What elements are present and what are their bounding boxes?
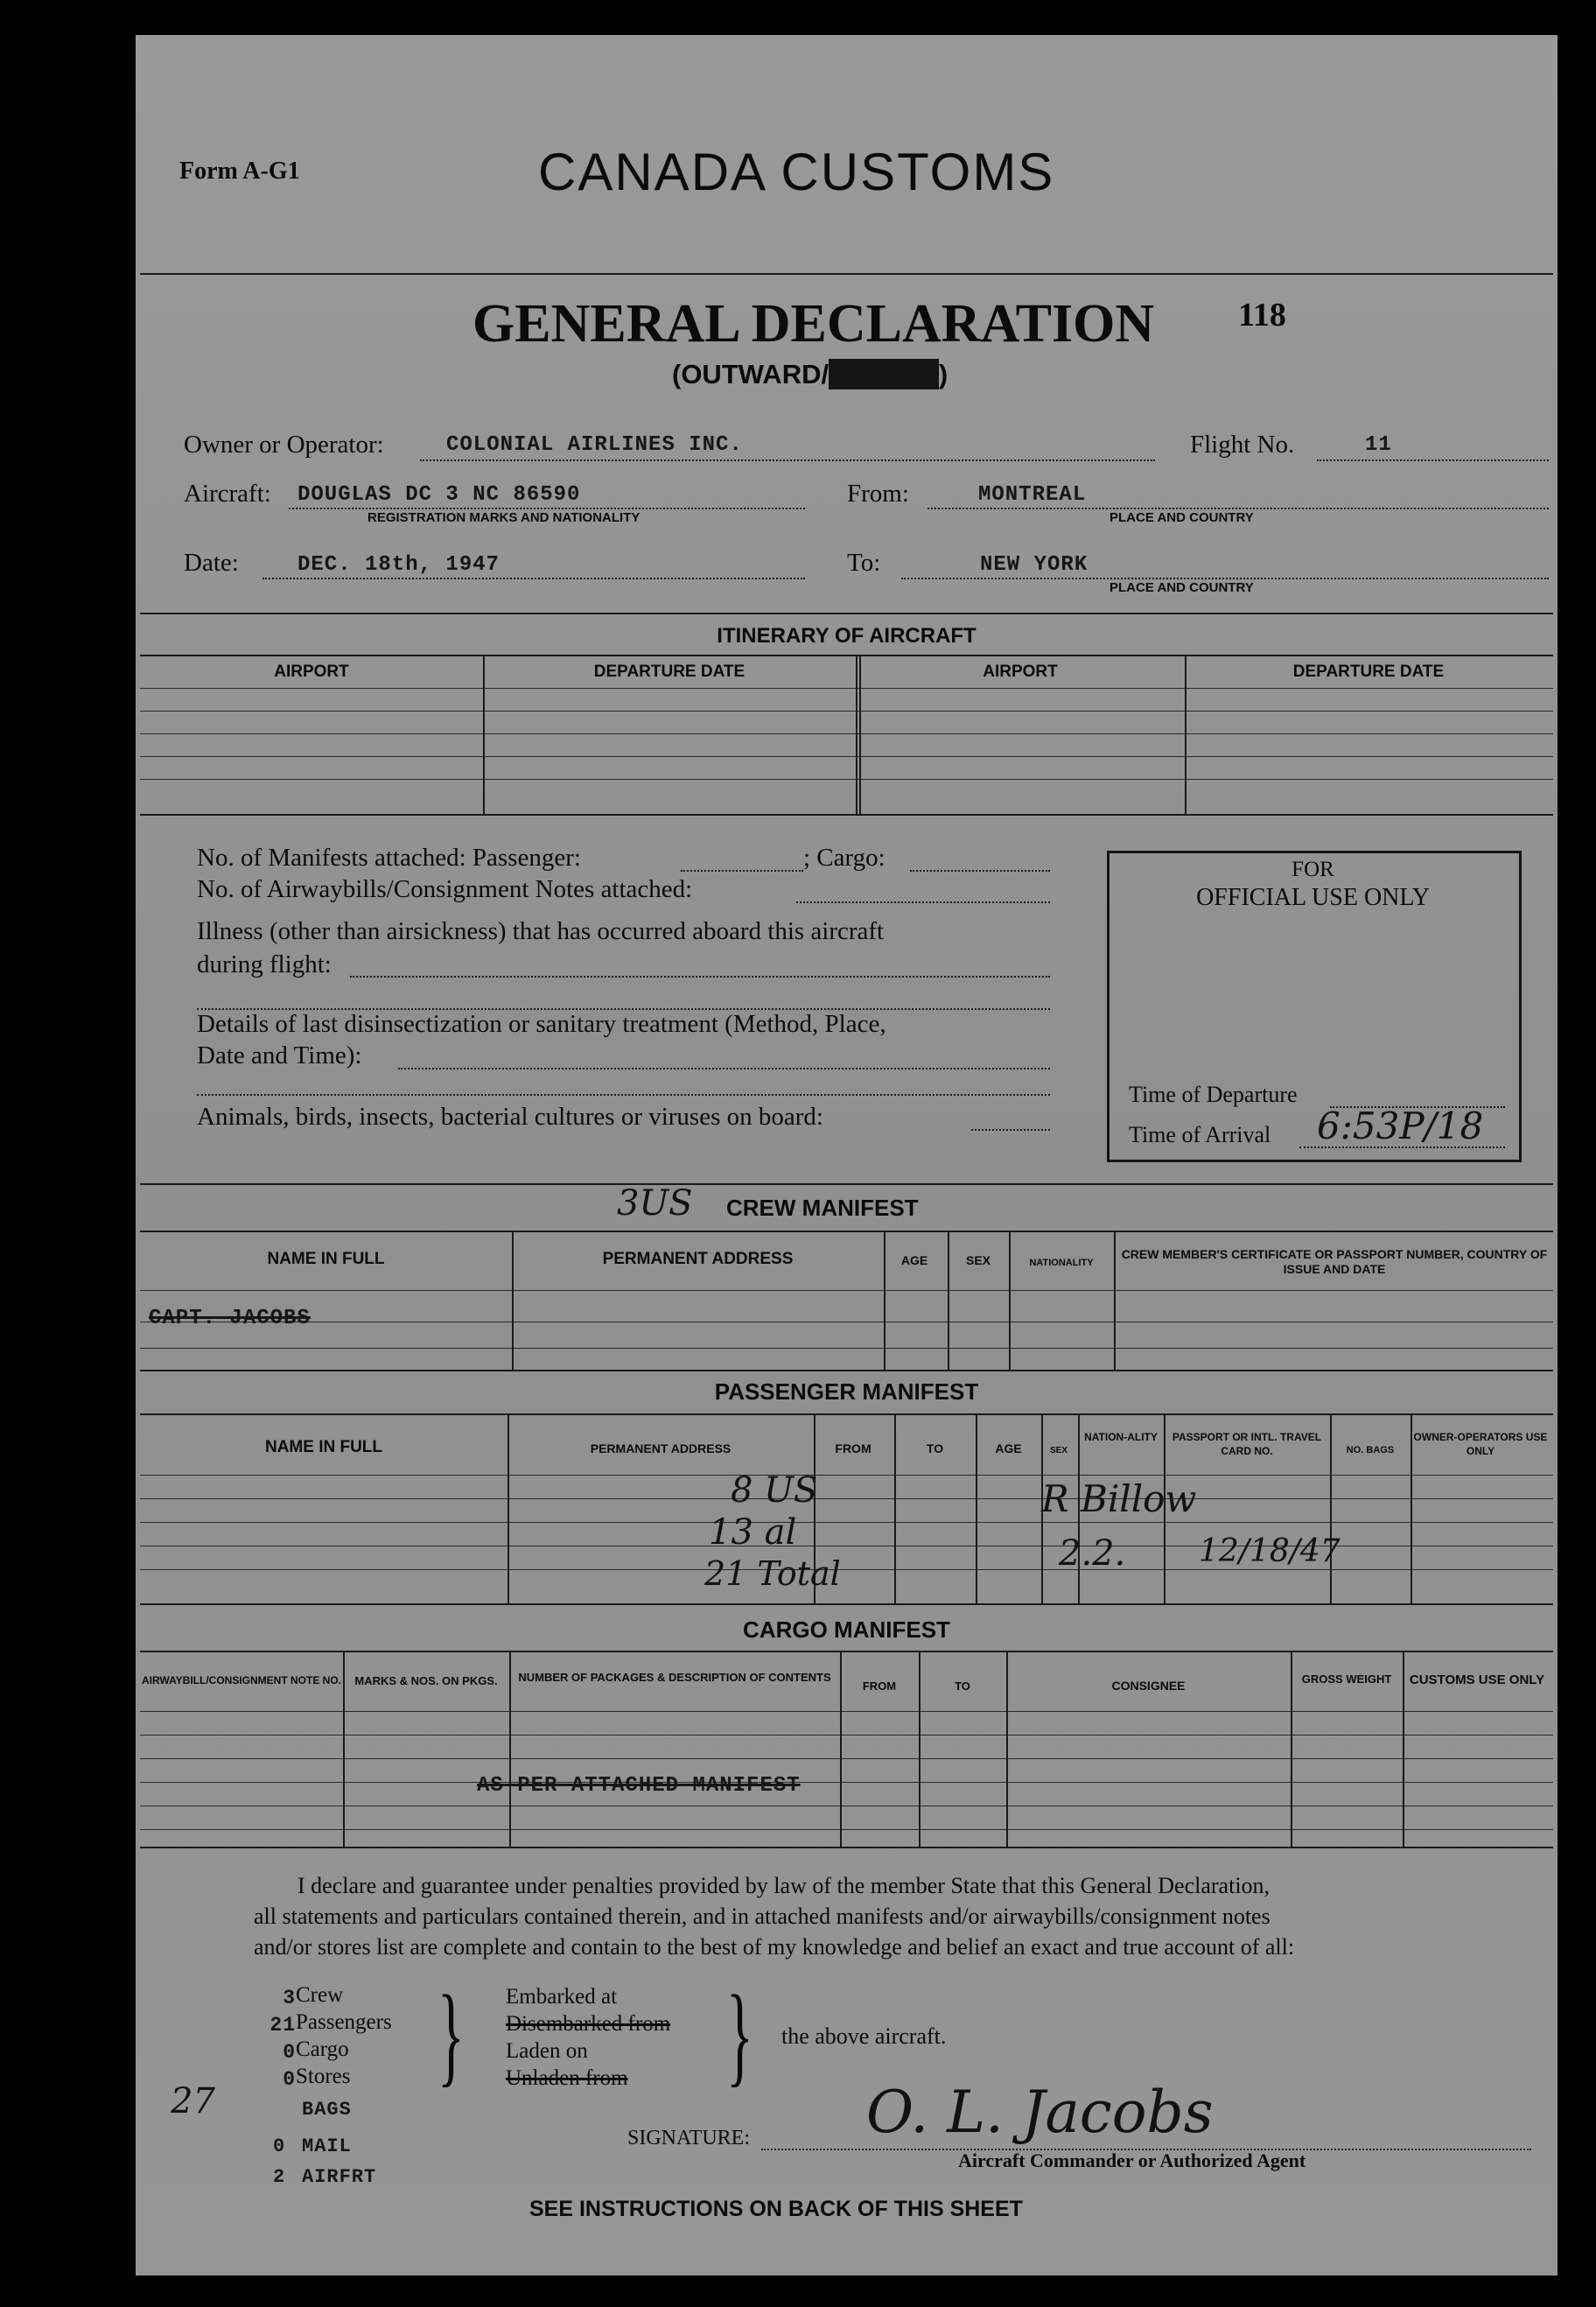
- cargo-col-consignee: CONSIGNEE: [1111, 1679, 1186, 1693]
- signature-label: SIGNATURE:: [627, 2127, 751, 2149]
- arrival-time-label: Time of Arrival: [1129, 1122, 1271, 1147]
- pax-hand-us: 8 US: [731, 1470, 818, 1511]
- itin-col-date-2: DEPARTURE DATE: [1292, 663, 1445, 681]
- itin-col-airport-1: AIRPORT: [274, 663, 349, 681]
- itinerary-title: ITINERARY OF AIRCRAFT: [717, 624, 976, 648]
- mail-count: 0: [273, 2135, 286, 2157]
- pax-col-nationality: NATION-ALITY: [1084, 1431, 1158, 1443]
- cargo-col-airwaybill: AIRWAYBILL/CONSIGNMENT NOTE NO.: [141, 1674, 341, 1686]
- pax-col-age: AGE: [995, 1441, 1022, 1455]
- passenger-title: PASSENGER MANIFEST: [714, 1378, 979, 1405]
- airfrt-count: 2: [273, 2166, 286, 2188]
- brace-left: }: [438, 1973, 465, 2097]
- during-flight-label: during flight:: [197, 950, 332, 978]
- item-passengers: Passengers: [296, 2010, 392, 2034]
- direction-label: (OUTWARD/INWARD): [672, 359, 948, 389]
- aircraft-caption: REGISTRATION MARKS AND NATIONALITY: [368, 510, 640, 525]
- pax-col-to: TO: [926, 1441, 944, 1455]
- item-cargo: Cargo: [296, 2037, 349, 2061]
- crew-col-name: NAME IN FULL: [267, 1250, 385, 1268]
- date-value: DEC. 18th, 1947: [298, 553, 500, 577]
- flight-value: 11: [1365, 433, 1392, 457]
- cargo-col-customs: CUSTOMS USE ONLY: [1409, 1672, 1545, 1687]
- from-label: From:: [847, 480, 909, 508]
- bags-label: BAGS: [302, 2099, 352, 2121]
- pax-col-from: FROM: [835, 1441, 872, 1455]
- animals-label: Animals, birds, insects, bacterial cultures or viruses on board:: [197, 1103, 823, 1131]
- crew-col-nationality: NATIONALITY: [1029, 1258, 1094, 1268]
- departure-time-label: Time of Departure: [1129, 1082, 1298, 1107]
- disinsect-label-2: Date and Time):: [197, 1041, 362, 1069]
- pax-col-bags: NO. BAGS: [1346, 1445, 1395, 1455]
- cargo-entry: AS PER ATTACHED MANIFEST: [477, 1774, 801, 1798]
- instructions-note: SEE INSTRUCTIONS ON BACK OF THIS SHEET: [529, 2197, 1023, 2221]
- declaration-items: [296, 1981, 392, 2090]
- to-label: To:: [847, 549, 881, 577]
- crew-col-age: AGE: [900, 1253, 928, 1267]
- pax-col-name: NAME IN FULL: [264, 1438, 383, 1456]
- agency-title: CANADA CUSTOMS: [538, 143, 1055, 201]
- crew-title: CREW MANIFEST: [726, 1195, 919, 1221]
- crew-col-sex: SEX: [965, 1253, 990, 1267]
- airwaybills-label: No. of Airwaybills/Consignment Notes attached:: [197, 875, 693, 903]
- cargo-col-from: FROM: [862, 1679, 897, 1693]
- form-number: Form A-G1: [179, 158, 300, 185]
- declaration-counts: 3 21 0 0: [270, 1987, 296, 2091]
- pax-hand-other: 13 al: [709, 1512, 797, 1553]
- to-caption: PLACE AND COUNTRY: [1110, 580, 1254, 595]
- to-value: NEW YORK: [980, 553, 1088, 577]
- pax-hand-total: 21 Total: [704, 1554, 841, 1593]
- embarked-at: Embarked at: [506, 1985, 618, 2009]
- crew-col-address: PERMANENT ADDRESS: [602, 1250, 794, 1268]
- above-aircraft: the above aircraft.: [781, 2023, 947, 2049]
- disinsect-label: Details of last disinsectization or sanitary treatment (Method, Place,: [197, 1010, 886, 1038]
- crew-col-certificate: CREW MEMBER'S CERTIFICATE OR PASSPORT NUMBER, COUNTRY OF ISSUE AND DATE: [1121, 1247, 1548, 1276]
- airfrt-label: AIRFRT: [302, 2166, 377, 2188]
- item-stores: Stores: [296, 2065, 351, 2088]
- from-caption: PLACE AND COUNTRY: [1110, 510, 1254, 525]
- doc-number: 118: [1238, 297, 1286, 333]
- official-use-only: OFFICIAL USE ONLY: [1196, 884, 1430, 911]
- cargo-col-packages: NUMBER OF PACKAGES & DESCRIPTION OF CONTENTS: [518, 1671, 831, 1684]
- pax-col-owner: OWNER-OPERATORS USE ONLY: [1413, 1431, 1548, 1457]
- pax-hand-signature: R Billow: [1041, 1477, 1197, 1520]
- pax-col-sex: SEX: [1049, 1446, 1068, 1455]
- owner-label: Owner or Operator:: [184, 431, 384, 459]
- cargo-col-marks: MARKS & NOS. ON PKGS.: [354, 1674, 498, 1687]
- declaration-line-1: I declare and guarantee under penalties provided by law of the member State that this General Declaration,: [298, 1873, 1270, 1898]
- flight-label: Flight No.: [1190, 431, 1295, 459]
- bags-hand-count: 27: [171, 2081, 215, 2121]
- crew-annotation: 3US: [617, 1183, 693, 1224]
- cargo-title: CARGO MANIFEST: [743, 1616, 950, 1643]
- aircraft-value: DOUGLAS DC 3 NC 86590: [298, 483, 581, 507]
- page-title: GENERAL DECLARATION: [472, 294, 1155, 354]
- date-label: Date:: [184, 549, 239, 577]
- illness-label: Illness (other than airsickness) that has occurred aboard this aircraft: [197, 917, 885, 945]
- pax-col-address: PERMANENT ADDRESS: [590, 1441, 732, 1455]
- manifests-label: No. of Manifests attached: Passenger:: [197, 844, 581, 872]
- laden-on: Laden on: [506, 2039, 588, 2063]
- brace-right: }: [726, 1973, 753, 2097]
- mail-label: MAIL: [302, 2135, 352, 2157]
- owner-value: COLONIAL AIRLINES INC.: [446, 433, 743, 457]
- signature-value: O. L. Jacobs: [866, 2079, 1214, 2146]
- embark-options: [506, 1983, 670, 2092]
- cargo-label: ; Cargo:: [803, 844, 886, 872]
- itin-col-airport-2: AIRPORT: [983, 663, 1058, 681]
- signature-caption: Aircraft Commander or Authorized Agent: [958, 2149, 1306, 2171]
- item-crew: Crew: [296, 1983, 344, 2007]
- declaration-line-2: all statements and particulars contained therein, and in attached manifests and/or airwaybills/consignment notes: [254, 1904, 1270, 1929]
- declaration-line-3: and/or stores list are complete and contain to the best of my knowledge and belief an exact and true account of all:: [254, 1934, 1295, 1960]
- pax-col-passport: PASSPORT OR INTL. TRAVEL CARD NO.: [1172, 1431, 1322, 1457]
- aircraft-label: Aircraft:: [184, 480, 271, 508]
- crew-entry-name: CAPT. JACOBS: [149, 1307, 311, 1330]
- cargo-col-weight: GROSS WEIGHT: [1301, 1672, 1392, 1686]
- unladen-from: Unladen from: [506, 2066, 628, 2090]
- pax-hand-initials: 2.2.: [1059, 1533, 1126, 1574]
- itin-col-date-1: DEPARTURE DATE: [593, 663, 746, 681]
- pax-hand-date: 12/18/47: [1199, 1533, 1340, 1569]
- cargo-col-to: TO: [955, 1679, 970, 1693]
- official-for: FOR: [1292, 858, 1334, 881]
- from-value: MONTREAL: [978, 483, 1087, 507]
- disembarked-from: Disembarked from: [506, 2012, 671, 2036]
- arrival-time-value: 6:53P/18: [1317, 1104, 1484, 1147]
